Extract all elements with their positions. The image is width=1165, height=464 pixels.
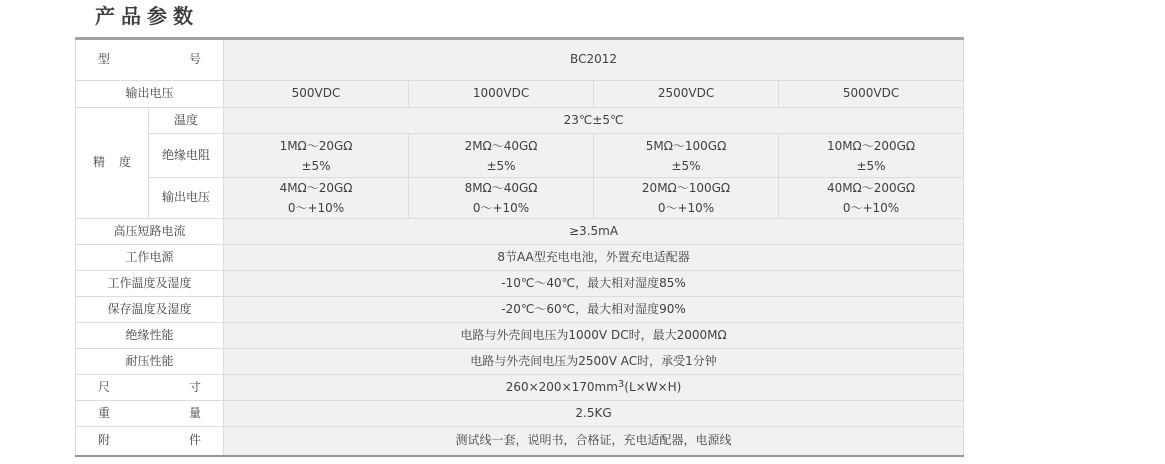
resistance-tolerance: ±5%	[671, 158, 701, 173]
accuracy-output-voltage-cell	[409, 178, 594, 219]
output-voltage-value: 2500VDC	[594, 81, 779, 108]
voltage-tolerance: 0～+10%	[657, 201, 715, 215]
spec-label: 保存温度及湿度	[76, 297, 224, 323]
accessories-label: 附件	[76, 427, 224, 456]
model-value: BC2012	[224, 39, 964, 81]
dimensions-superscript: 3	[617, 378, 625, 390]
table-row-power-supply	[76, 245, 964, 271]
table-row-insulation-performance	[76, 323, 964, 349]
voltage-range: 20MΩ～100GΩ	[641, 181, 731, 195]
resistance-range: 2MΩ～40GΩ	[464, 138, 538, 153]
resistance-range: 1MΩ～20GΩ	[279, 138, 353, 153]
voltage-range: 4MΩ～20GΩ	[279, 181, 353, 195]
table-row-short-circuit-current	[76, 219, 964, 245]
table-row-storage-temp-humidity	[76, 297, 964, 323]
resistance-tolerance: ±5%	[856, 158, 886, 173]
spec-value: -10℃～40℃，最大相对湿度85%	[224, 271, 964, 297]
resistance-range: 5MΩ～100GΩ	[645, 138, 727, 153]
dimensions-value-suffix: (L×W×H)	[624, 379, 682, 394]
spec-value: 电路与外壳间电压为1000V DC时，最大2000MΩ	[224, 323, 964, 349]
voltage-tolerance: 0～+10%	[472, 201, 530, 215]
accuracy-temperature-label: 温度	[149, 108, 224, 134]
product-spec-table	[75, 37, 964, 457]
accuracy-temperature-value: 23℃±5℃	[224, 108, 964, 134]
accuracy-label: 精度	[76, 108, 149, 219]
spec-label: 耐压性能	[76, 349, 224, 375]
accessories-value: 测试线一套，说明书，合格证，充电适配器，电源线	[224, 427, 964, 456]
spec-label: 工作温度及湿度	[76, 271, 224, 297]
insulation-resistance-cell	[224, 134, 409, 178]
output-voltage-label: 输出电压	[76, 81, 224, 108]
insulation-resistance-cell	[594, 134, 779, 178]
resistance-range: 10MΩ～200GΩ	[826, 138, 916, 153]
table-row-weight	[76, 401, 964, 427]
table-row-model	[76, 39, 964, 81]
spec-label: 工作电源	[76, 245, 224, 271]
voltage-range: 40MΩ～200GΩ	[826, 181, 916, 195]
dimensions-value	[224, 375, 964, 401]
product-spec-section	[75, 37, 1165, 457]
model-label: 型号	[76, 39, 224, 81]
table-row-accuracy-output-voltage	[76, 178, 964, 219]
spec-value: ≥3.5mA	[224, 219, 964, 245]
spec-label: 绝缘性能	[76, 323, 224, 349]
dimensions-value-main: 260×200×170mm	[505, 379, 618, 394]
weight-value: 2.5KG	[224, 401, 964, 427]
table-row-output-voltage	[76, 81, 964, 108]
output-voltage-value: 1000VDC	[409, 81, 594, 108]
weight-label: 重量	[76, 401, 224, 427]
insulation-resistance-cell	[779, 134, 964, 178]
spec-value: 电路与外壳间电压为2500V AC时，承受1分钟	[224, 349, 964, 375]
voltage-tolerance: 0～+10%	[842, 201, 900, 215]
resistance-tolerance: ±5%	[486, 158, 516, 173]
insulation-resistance-cell	[409, 134, 594, 178]
table-row-dimensions	[76, 375, 964, 401]
page-title: 产品参数	[95, 4, 199, 28]
dimensions-label: 尺寸	[76, 375, 224, 401]
table-row-accessories	[76, 427, 964, 456]
accuracy-output-voltage-label: 输出电压	[149, 178, 224, 219]
accuracy-output-voltage-cell	[224, 178, 409, 219]
accuracy-insulation-resistance-label: 绝缘电阻	[149, 134, 224, 178]
accuracy-output-voltage-cell	[594, 178, 779, 219]
table-row-accuracy-insulation-resistance	[76, 134, 964, 178]
spec-value: 8节AA型充电电池，外置充电适配器	[224, 245, 964, 271]
voltage-range: 8MΩ～40GΩ	[464, 181, 538, 195]
spec-label: 高压短路电流	[76, 219, 224, 245]
resistance-tolerance: ±5%	[301, 158, 331, 173]
accuracy-output-voltage-cell	[779, 178, 964, 219]
table-row-withstand-voltage-performance	[76, 349, 964, 375]
table-row-operating-temp-humidity	[76, 271, 964, 297]
output-voltage-value: 5000VDC	[779, 81, 964, 108]
output-voltage-value: 500VDC	[224, 81, 409, 108]
voltage-tolerance: 0～+10%	[287, 201, 345, 215]
table-row-accuracy-temperature	[76, 108, 964, 134]
spec-value: -20℃～60℃，最大相对湿度90%	[224, 297, 964, 323]
